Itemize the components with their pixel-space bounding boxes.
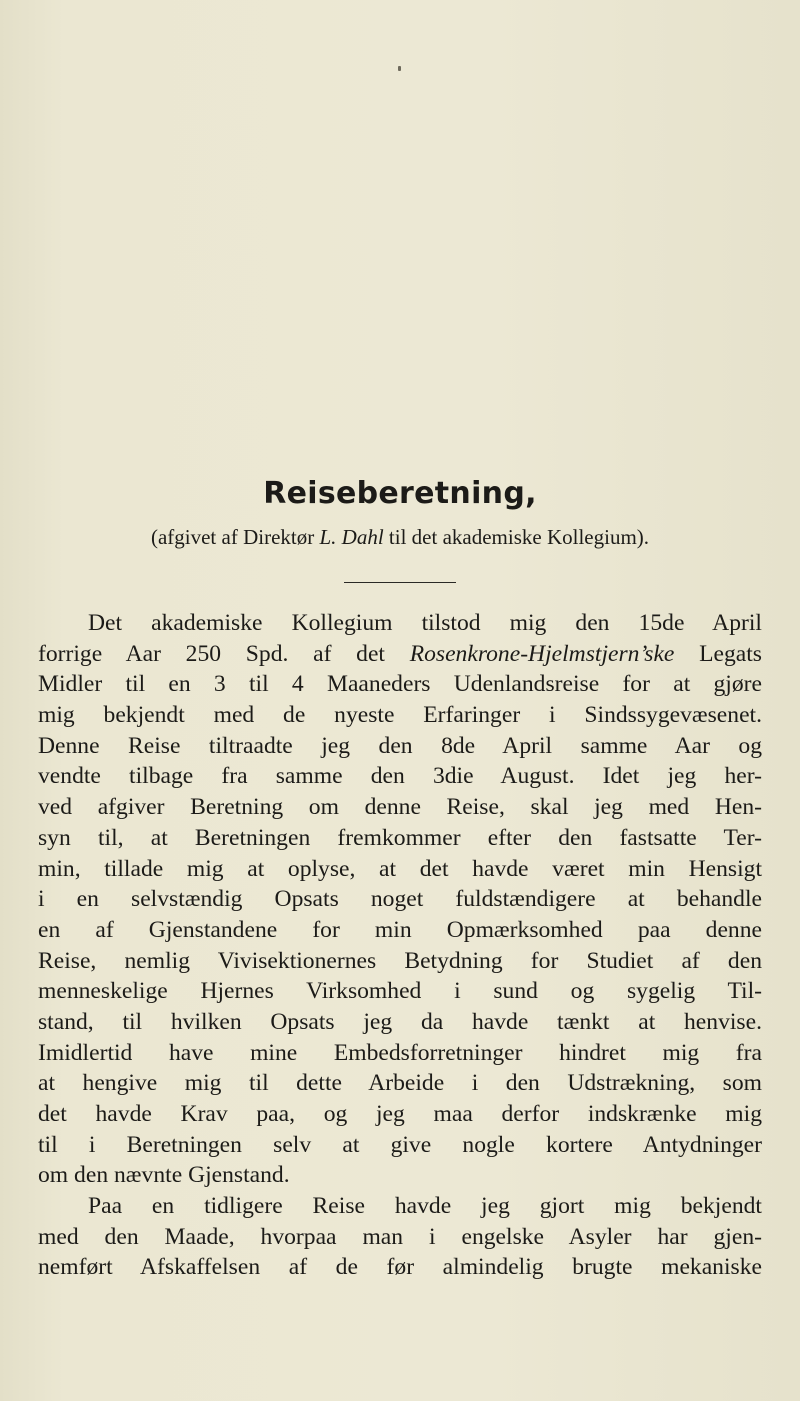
section-divider: [344, 582, 456, 583]
text-line: Imidlertid have mine Embedsforretninger hindret mig fra: [38, 1039, 762, 1066]
subtitle-before: (afgivet af Direktør: [150, 525, 320, 549]
legat-name: Rosenkrone-Hjelmstjern’ske: [409, 640, 675, 667]
text-line: til i Beretningen selv at give nogle kortere Antydninger: [38, 1131, 762, 1158]
text-line: Paa en tidligere Reise havde jeg gjort mig bekjendt: [88, 1193, 762, 1220]
body-text: [38, 608, 762, 1283]
subtitle-after: til det akademiske Kollegium).: [383, 525, 650, 549]
text-line: om den nævnte Gjenstand.: [38, 1162, 290, 1189]
document-subtitle: [0, 522, 800, 552]
text-line: nemført Afskaffelsen af de før almindelig brugte mekaniske: [38, 1254, 762, 1281]
text-line: min, tillade mig at oplyse, at det havde været min Hensigt: [38, 855, 762, 882]
text-line: Midler til en 3 til 4 Maaneders Udenlandsreise for at gjøre: [38, 671, 762, 698]
text-line: vendte tilbage fra samme den 3die August. Idet jeg her-: [38, 763, 762, 790]
text-line: det havde Krav paa, og jeg maa derfor indskrænke mig: [38, 1101, 762, 1127]
text-line: at hengive mig til dette Arbeide i den Udstrækning, som: [38, 1070, 762, 1097]
text-line: med den Maade, hvorpaa man i engelske Asyler har gjen-: [38, 1223, 762, 1250]
text-line: Denne Reise tiltraadte jeg den 8de April samme Aar og: [38, 732, 762, 759]
text-line: [38, 639, 762, 670]
document-title: Reiseberetning,: [263, 476, 537, 511]
text-line: ved afgiver Beretning om denne Reise, skal jeg med Hen-: [38, 794, 762, 821]
text-line: syn til, at Beretningen fremkommer efter den fastsatte Ter-: [38, 824, 762, 851]
line-text-after: Legats: [674, 640, 762, 667]
text-line: i en selvstændig Opsats noget fuldstændigere at behandle: [38, 886, 762, 913]
text-line: mig bekjendt med de nyeste Erfaringer i Sindssygevæsenet.: [38, 702, 762, 729]
print-speck: [398, 66, 401, 71]
text-line: Det akademiske Kollegium tilstod mig den 15de April: [88, 610, 762, 636]
text-line: en af Gjenstandene for min Opmærksomhed paa denne: [38, 916, 762, 943]
text-line: Reise, nemlig Vivisektionernes Betydning for Studiet af den: [38, 947, 762, 974]
subtitle-author: L. Dahl: [319, 525, 384, 549]
line-text-before: forrige Aar 250 Spd. af det: [38, 640, 410, 667]
text-line: menneskelige Hjernes Virksomhed i sund og sygelig Til-: [38, 978, 762, 1005]
text-line: stand, til hvilken Opsats jeg da havde tænkt at henvise.: [38, 1008, 762, 1035]
